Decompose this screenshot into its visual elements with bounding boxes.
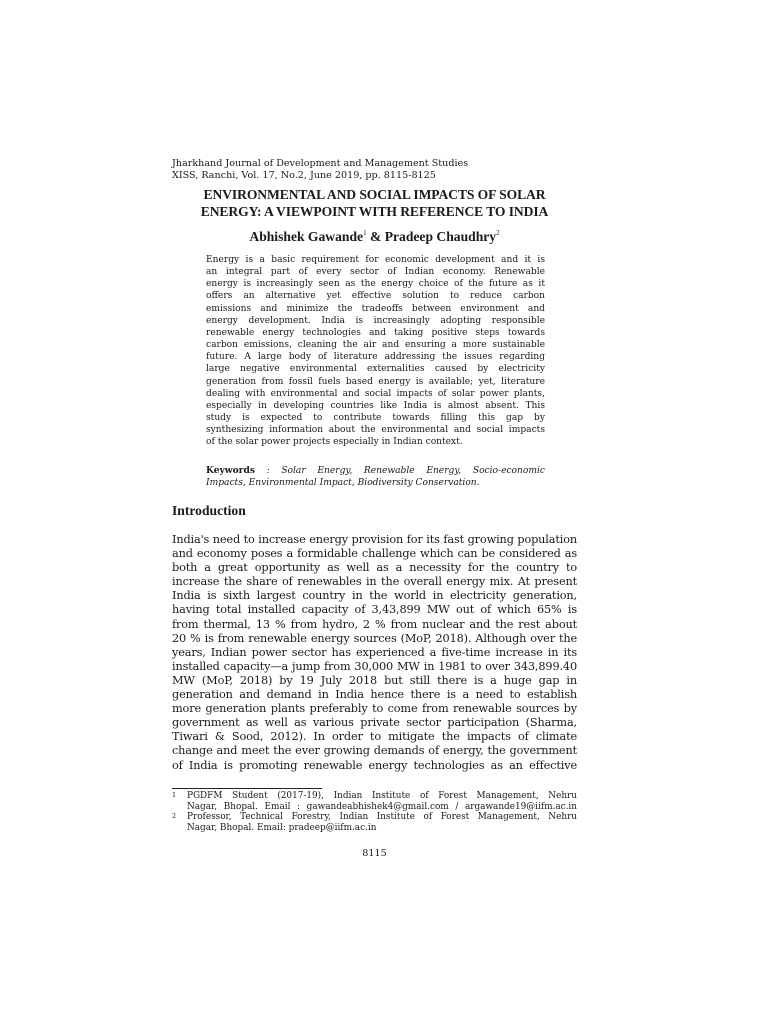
footnote-marker: 1 — [363, 229, 367, 237]
keywords-list: : Solar Energy, Renewable Energy, Socio-economic — [254, 466, 545, 476]
footnote-line: PGDFM Student (2017-19), Indian Institute of Forest Management, Nehru — [187, 791, 577, 801]
footnotes — [172, 791, 577, 833]
body-line: Tiwari & Sood, 2012). In order to mitigate the impacts of climate — [172, 730, 577, 744]
author-name: Pradeep Chaudhry — [384, 229, 497, 244]
body-line: installed capacity—a jump from 30,000 MW in 1981 to over 343,899.40 — [172, 659, 577, 673]
body-line: 20 % is from renewable energy sources (MoP, 2018). Although over the — [172, 631, 577, 645]
keywords — [206, 465, 545, 489]
body-line: years, Indian power sector has experienced a five-time increase in its — [172, 645, 577, 659]
footnote-2 — [172, 812, 577, 833]
abstract-line: Energy is a basic requirement for economic development and it is — [206, 255, 545, 265]
introduction-body — [172, 533, 577, 773]
paper-title — [172, 187, 577, 220]
page-number: 8115 — [362, 848, 387, 859]
body-line: increase the share of renewables in the overall energy mix. At present — [172, 575, 577, 589]
journal-header — [172, 158, 468, 181]
footnote-marker: 2 — [496, 229, 500, 237]
keywords-line — [206, 465, 545, 477]
footnote-marker: 2 — [172, 812, 177, 821]
abstract-line: study is expected to contribute towards filling this gap by — [206, 413, 545, 424]
body-line: change and meet the ever growing demands of energy, the government — [172, 744, 577, 758]
paper-title-line-2: ENERGY: A VIEWPOINT WITH REFERENCE TO INDIA — [200, 203, 549, 219]
abstract — [206, 254, 545, 449]
journal-name: Jharkhand Journal of Development and Management Studies — [172, 158, 469, 169]
abstract-line: especially in developing countries like India is almost absent. This — [206, 400, 545, 411]
footnote-divider — [172, 788, 322, 789]
author-name: Abhishek Gawande — [249, 229, 364, 244]
body-line: of India is promoting renewable energy technologies as an effective — [172, 758, 577, 772]
body-line: more generation plants preferably to come from renewable sources by — [172, 702, 577, 716]
author-separator: & — [366, 229, 385, 244]
abstract-line: generation from fossil fuels based energy is available; yet, literature — [206, 376, 545, 387]
abstract-line: renewable energy technologies and taking positive steps towards — [206, 327, 545, 338]
abstract-line: synthesizing information about the environmental and social impacts — [206, 425, 545, 436]
journal-citation: XISS, Ranchi, Vol. 17, No.2, June 2019, pp. 8115-8125 — [172, 169, 436, 181]
abstract-line: energy development. India is increasingly adopting responsible — [206, 315, 545, 326]
abstract-line: energy is increasingly seen as the energy choice of the future as it — [206, 279, 545, 290]
abstract-line: large negative environmental externalities caused by electricity — [206, 364, 545, 375]
footnote-1 — [172, 791, 577, 812]
body-line: MW (MoP, 2018) by 19 July 2018 but still there is a huge gap in — [172, 673, 577, 687]
body-line: generation and demand in India hence there is a need to establish — [172, 688, 577, 702]
footnote-line: Nagar, Bhopal. Email: pradeep@iifm.ac.in — [187, 822, 377, 833]
abstract-line: an integral part of every sector of Indian economy. Renewable — [206, 267, 545, 278]
footnote-line: Nagar, Bhopal. Email : gawandeabhishek4@gmail.com / argawande19@iifm.ac.in — [187, 801, 577, 812]
paper-page — [172, 0, 577, 1024]
keywords-line: Impacts, Environmental Impact, Biodiversity Conservation. — [206, 478, 480, 489]
footnote-marker: 1 — [172, 791, 177, 799]
body-line: government as well as various private sector participation (Sharma, — [172, 716, 577, 730]
abstract-line: future. A large body of literature addressing the issues regarding — [206, 352, 545, 363]
body-line: from thermal, 13 % from hydro, 2 % from nuclear and the rest about — [172, 617, 577, 631]
body-line: India's need to increase energy provision for its fast growing population — [172, 533, 577, 546]
abstract-line: offers an alternative yet effective solution to reduce carbon — [206, 291, 545, 302]
section-heading-introduction: Introduction — [172, 503, 246, 518]
body-line: India is sixth largest country in the world in electricity generation, — [172, 589, 577, 603]
paper-title-line-1: ENVIRONMENTAL AND SOCIAL IMPACTS OF SOLAR — [203, 187, 546, 202]
abstract-line: of the solar power projects especially in Indian context. — [206, 437, 463, 448]
abstract-line: dealing with environmental and social impacts of solar power plants, — [206, 388, 545, 399]
author-list — [172, 225, 577, 245]
keywords-label: Keywords — [206, 465, 255, 476]
body-line: having total installed capacity of 3,43,899 MW out of which 65% is — [172, 603, 577, 617]
abstract-line: emissions and minimize the tradeoffs between environment and — [206, 303, 545, 314]
abstract-line: carbon emissions, cleaning the air and ensuring a more sustainable — [206, 340, 545, 351]
body-line: and economy poses a formidable challenge which can be considered as — [172, 547, 577, 561]
body-line: both a great opportunity as well as a necessity for the country to — [172, 561, 577, 575]
footnote-line: Professor, Technical Forestry, Indian Institute of Forest Management, Nehru — [187, 812, 577, 823]
